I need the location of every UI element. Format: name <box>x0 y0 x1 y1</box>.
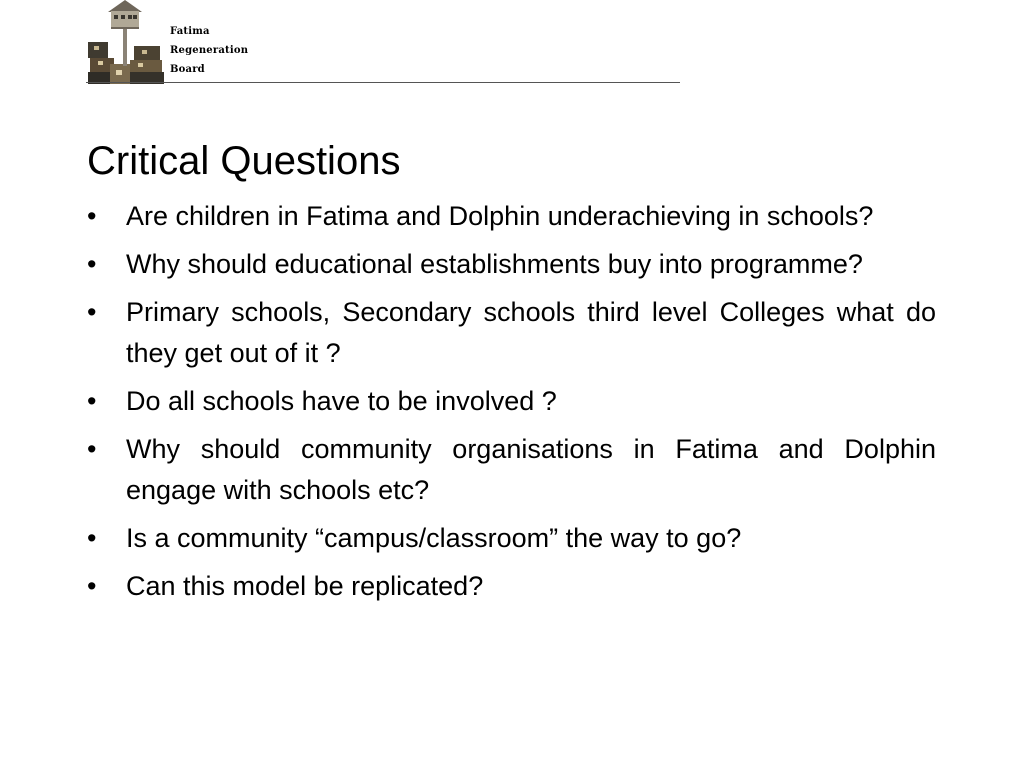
bullet-list <box>87 196 936 614</box>
slide-title: Critical Questions <box>87 139 401 183</box>
bullet-text: Can this model be replicated? <box>126 571 484 601</box>
bullet-text: Why should community organisations in Fatima and Dolphin engage with schools etc? <box>126 434 936 505</box>
bullet-item <box>87 244 936 285</box>
bullet-icon: • <box>87 523 97 553</box>
bullet-item <box>87 292 936 374</box>
bullet-item <box>87 196 936 237</box>
bullet-icon: • <box>87 571 97 601</box>
bullet-text: Why should educational establishments buy into programme? <box>126 249 863 279</box>
bullet-text: Is a community “campus/classroom” the way to go? <box>126 523 742 553</box>
logo-text-line: Regeneration <box>170 45 249 56</box>
logo-text-line: Board <box>170 64 205 75</box>
bullet-icon: • <box>87 386 97 416</box>
logo-text-line: Fatima <box>170 26 210 37</box>
bullet-item <box>87 518 936 559</box>
logo-birdhouse-tower-image <box>86 0 164 84</box>
bullet-icon: • <box>87 201 97 231</box>
bullet-item <box>87 429 936 511</box>
bullet-icon: • <box>87 249 97 279</box>
bullet-text: Primary schools, Secondary schools third level Colleges what do they get out of it ? <box>126 297 936 368</box>
header-divider <box>86 82 680 83</box>
bullet-icon: • <box>87 297 97 327</box>
bullet-icon: • <box>87 434 97 464</box>
bullet-item <box>87 566 936 607</box>
bullet-item <box>87 381 936 422</box>
bullet-text: Are children in Fatima and Dolphin underachieving in schools? <box>126 201 874 231</box>
bullet-text: Do all schools have to be involved ? <box>126 386 557 416</box>
logo-text <box>170 22 248 79</box>
